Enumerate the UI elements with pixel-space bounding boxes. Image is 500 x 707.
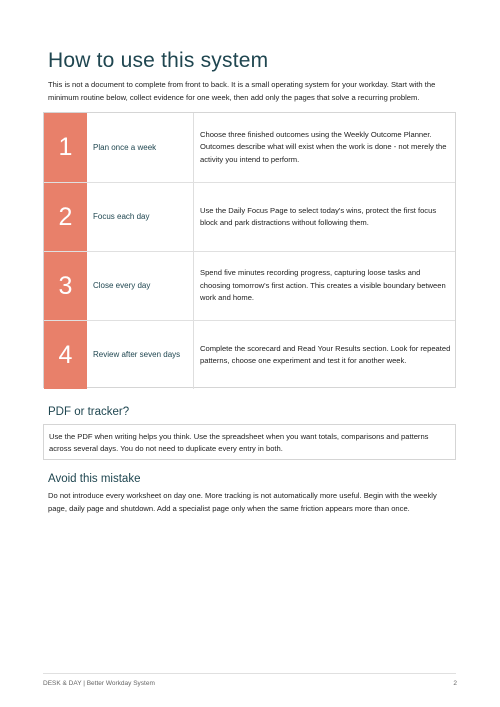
step-row [44, 113, 455, 182]
step-description: Spend five minutes recording progress, capturing loose tasks and choosing tomorrow's first action. This creates a visible boundary between work and home. [200, 268, 446, 303]
step-description: Use the Daily Focus Page to select today's wins, protect the first focus block and park distractions without following them. [200, 205, 437, 227]
step-description: Choose three finished outcomes using the Weekly Outcome Planner. Outcomes describe what will exist when the work is done - not merely the activity you intend to perform. [200, 129, 447, 164]
step-label: Review after seven days [93, 350, 181, 359]
page-number: 2 [453, 680, 457, 687]
step-label: Close every day [93, 281, 151, 290]
pdf-or-tracker-heading: PDF or tracker? [48, 406, 130, 418]
step-divider [193, 113, 194, 182]
step-description: Complete the scorecard and Read Your Results section. Look for repeated patterns, choose one experiment and test it for another week. [200, 343, 451, 365]
steps-table [43, 112, 456, 388]
step-row [44, 251, 455, 320]
step-divider [193, 321, 194, 389]
step-row [44, 182, 455, 251]
avoid-mistake-body: Do not introduce every worksheet on day one. More tracking is not automatically more useful. Begin with the weekly page, daily page and shutdown. Add a specialist page only when the same friction appears more than once. [48, 491, 437, 513]
step-number: 3 [44, 252, 87, 320]
step-divider [193, 252, 194, 320]
footer-brand: DESK & DAY | Better Workday System [43, 680, 155, 687]
step-number: 2 [44, 183, 87, 251]
step-number: 1 [44, 113, 87, 182]
intro-paragraph: This is not a document to complete from front to back. It is a small operating system for your workday. Start with the minimum routine below, collect evidence for one week, then add only the pages that solve a recurring problem. [48, 80, 436, 102]
step-label: Focus each day [93, 212, 150, 221]
step-divider [193, 183, 194, 251]
page-title: How to use this system [48, 49, 269, 72]
step-row [44, 320, 455, 389]
pdf-or-tracker-box: Use the PDF when writing helps you think. Use the spreadsheet when you want totals, comparisons and patterns across several days. You do not need to duplicate every entry in both. [43, 424, 456, 460]
avoid-mistake-heading: Avoid this mistake [48, 473, 141, 485]
step-number: 4 [44, 321, 87, 389]
footer-divider [43, 673, 456, 674]
step-label: Plan once a week [93, 142, 157, 152]
